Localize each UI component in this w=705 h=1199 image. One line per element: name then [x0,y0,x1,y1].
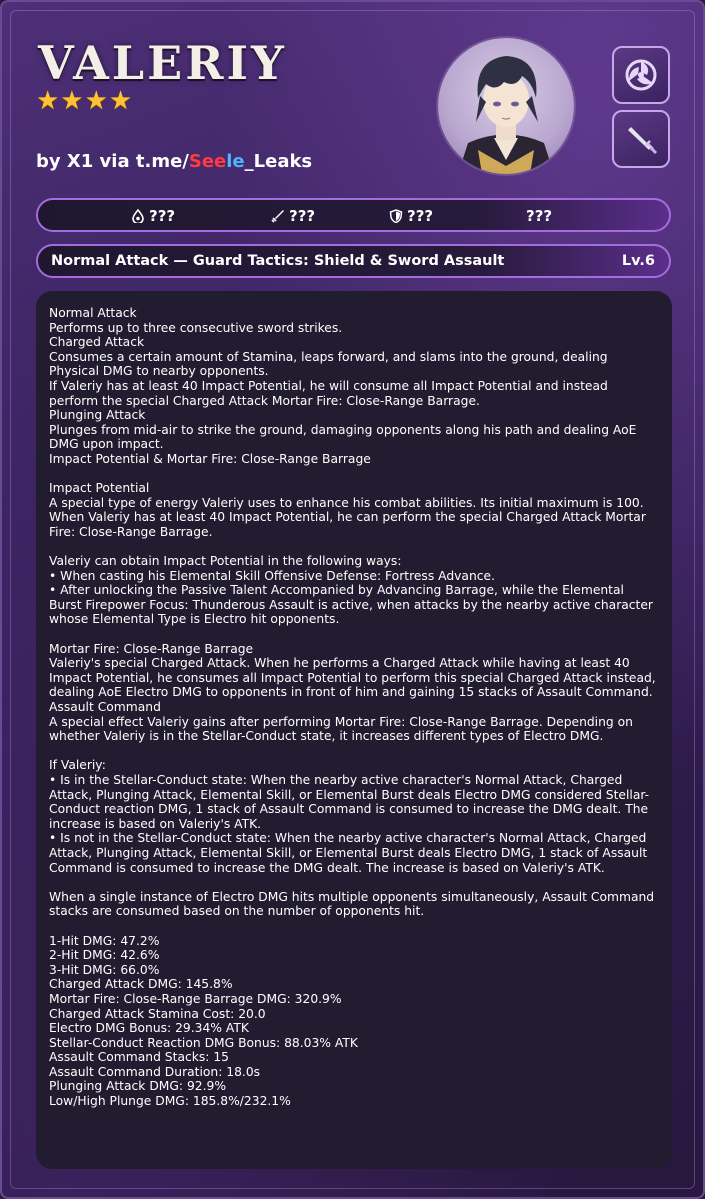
stat-def-value: ??? [407,207,434,225]
talent-header [36,244,671,278]
talent-name: Normal Attack — Guard Tactics: Shield & Sword Assault [51,253,505,269]
stat-extra [526,207,552,225]
talent-level: Lv.6 [621,253,655,269]
def-shield-icon [389,209,403,223]
talent-description-text: Normal Attack Performs up to three consecutive sword strikes. Charged Attack Consumes a certain amount of Stamina, leaps forward, and slams into the ground, dealing Physical DMG to nearby opponents. If Valeriy has at least 40 Impact Potential, he will consume all Impact Potential and instead perform the special Charged Attack Mortar Fire: Close-Range Barrage. Plunging Attack Plunges from mid-air to strike the ground, damaging opponents along his path and dealing AoE DMG upon impact. Impact Potential & Mortar Fire: Close-Range Barrage Impact Potential A special type of energy Valeriy uses to enhance his combat abilities. Its initial maximum is 100. When Valeriy has at least 40 Impact Potential, he can perform the special Charged Attack Mortar Fire: Close-Range Barrage. Valeriy can obtain Impact Potential in the following ways: • When casting his Elemental Skill Offensive Defense: Fortress Advance. • After unlocking the Passive Talent Accompanied by Advancing Barrage, while the Elemental Burst Firepower Focus: Thunderous Assault is active, when attacks by the nearby active character whose Elemental Type is Electro hit opponents. Mortar Fire: Close-Range Barrage Valeriy's special Charged Attack. When he performs a Charged Attack while having at least 40 Impact Potential, he consumes all Impact Potential to perform this special Charged Attack instead, dealing AoE Electro DMG to opponents in front of him and gaining 15 stacks of Assault Command. Assault Command A special effect Valeriy gains after performing Mortar Fire: Close-Range Barrage. Depending on whether Valeriy is in the Stellar-Conduct state, it increases different types of Electro DMG. If Valeriy: • Is in the Stellar-Conduct state: When the nearby active character's Normal Attack, Charged Attack, Plunging Attack, Elemental Skill, or Elemental Burst deals Electro DMG considered Stellar-Conduct reaction DMG, 1 stack of Assault Command is consumed to increase the DMG dealt. The increase is based on Valeriy's ATK. • Is not in the Stellar-Conduct state: When the nearby active character's Normal Attack, Charged Attack, Plunging Attack, Elemental Skill, or Elemental Burst deals Electro DMG, 1 stack of Assault Command is consumed to increase the DMG dealt. The increase is based on Valeriy's ATK. When a single instance of Electro DMG hits multiple opponents simultaneously, Assault Command stacks are consumed based on the number of opponents hit. 1-Hit DMG: 47.2% 2-Hit DMG: 42.6% 3-Hit DMG: 66.0% Charged Attack DMG: 145.8% Mortar Fire: Close-Range Barrage DMG: 320.9% Charged Attack Stamina Cost: 20.0 Electro DMG Bonus: 29.34% ATK Stellar-Conduct Reaction DMG Bonus: 88.03% ATK Assault Command Stacks: 15 Assault Command Duration: 18.0s Plunging Attack DMG: 92.9% Low/High Plunge DMG: 185.8%/232.1% [49,306,656,1109]
credit-line [36,151,312,172]
electro-element-icon [612,46,670,104]
credit-prefix: by X1 via t.me/ [36,151,189,172]
stat-def [389,207,433,225]
atk-sword-icon [271,209,285,223]
sword-symbol [621,119,661,159]
stat-hp [131,207,175,225]
sword-weapon-icon [612,110,670,168]
stat-extra-value: ??? [526,207,553,225]
credit-suffix: _Leaks [244,151,313,172]
character-portrait [438,38,574,174]
electro-symbol [621,55,661,95]
credit-seele-blue: le [226,151,245,172]
stat-atk-value: ??? [289,207,316,225]
stat-atk [271,207,315,225]
credit-seele-red: See [188,151,227,172]
character-name: VALERIY [38,36,287,90]
stats-bar [36,198,671,232]
talent-description-panel [36,291,672,1169]
hp-droplet-icon [131,209,145,223]
rarity-stars: ★★★★ [36,86,134,116]
portrait-illustration [438,38,574,174]
stat-hp-value: ??? [149,207,176,225]
